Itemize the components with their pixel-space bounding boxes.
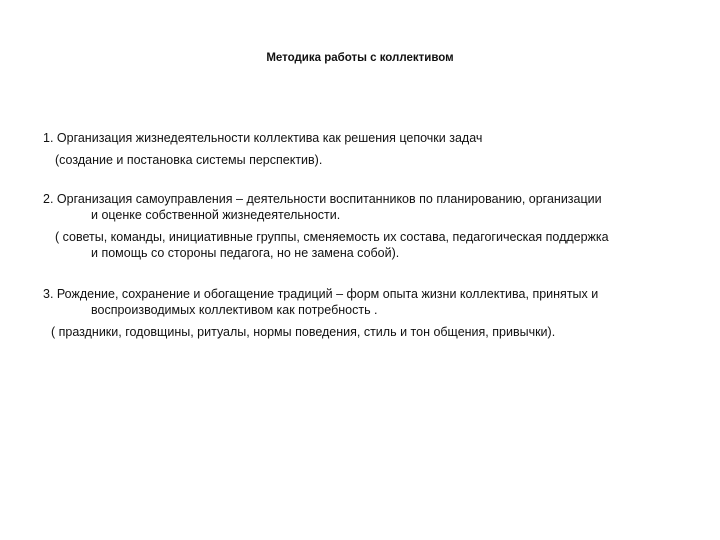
item-2-line-2: и оценке собственной жизнедеятельности. [91,208,341,222]
item-2-line-4: и помощь со стороны педагога, но не замена собой). [91,246,400,260]
item-2-line-3: ( советы, команды, инициативные группы, сменяемость их состава, педагогическая поддержка [55,230,609,244]
item-2-line-1: 2. Организация самоуправления – деятельности воспитанников по планированию, организации [43,192,602,206]
item-1-line-2: (создание и постановка системы перспектив). [55,153,323,167]
item-3-line-2: воспроизводимых коллективом как потребность . [91,303,378,317]
slide-title: Методика работы с коллективом [266,52,454,64]
item-3-line-1: 3. Рождение, сохранение и обогащение традиций – форм опыта жизни коллектива, принятых и [43,287,599,301]
item-1-line-1: 1. Организация жизнедеятельности коллектива как решения цепочки задач [43,131,483,145]
item-3-line-3: ( праздники, годовщины, ритуалы, нормы поведения, стиль и тон общения, привычки). [51,325,556,339]
